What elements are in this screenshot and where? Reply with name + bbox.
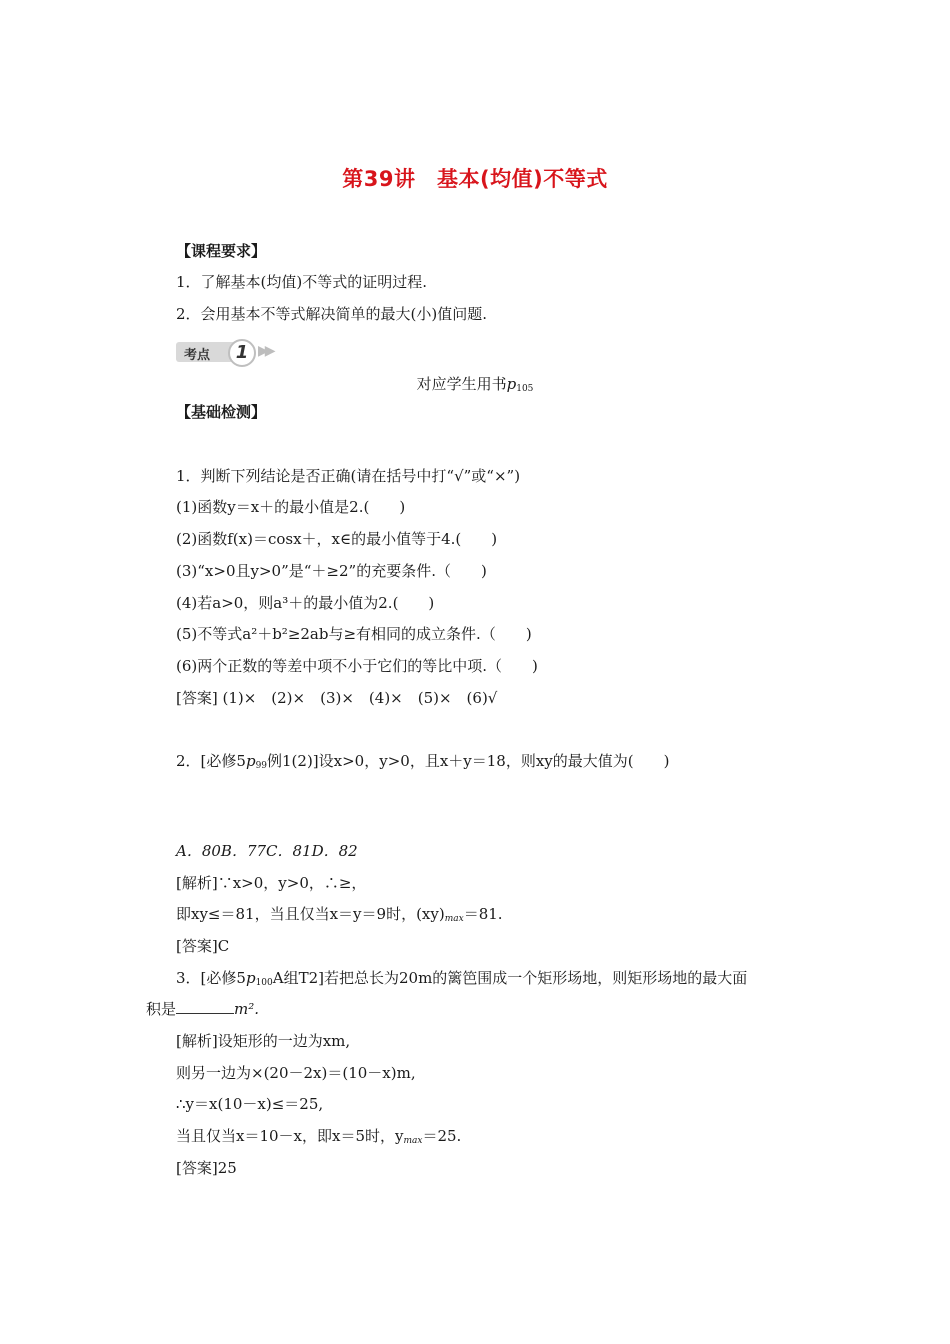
q1-item-6: (6)两个正数的等差中项不小于它们的等比中项.（ ) [176,657,538,675]
q3-analysis-1: [解析]设矩形的一边为xm, [176,1032,351,1050]
q1-item-3: (3)“x>0且y>0”是“＋≥2”的充要条件.（ ) [176,562,487,580]
q1-answer: [答案] (1)× (2)× (3)× (4)× (5)× (6)√ [176,689,498,707]
q3-stem-post: A组T2]若把总长为20m的篱笆围成一个矩形场地，则矩形场地的最大面 [272,969,748,987]
q2-page-num: 99 [255,761,268,771]
answer-blank [176,999,234,1014]
basic-check-heading: 【基础检测】 [176,403,267,421]
q3-stem-line-2 [146,999,259,1019]
q2-stem-pre: 2．[必修5 [176,752,246,770]
q2-analysis-2 [176,904,503,929]
q1-item-1: (1)函数y＝x＋的最小值是2.( ) [176,498,406,516]
q2-options: A．80B．77C．81D．82 [176,842,358,860]
requirement-item-2: 2．会用基本不等式解决简单的最大(小)值问题. [176,305,488,323]
q3-analysis-4-post: ＝25. [422,1127,462,1145]
q1-item-5: (5)不等式a²＋b²≥2ab与≥有相同的成立条件.（ ) [176,625,532,643]
q3-stem [176,968,747,993]
q3-page-prefix: p [245,969,256,987]
q3-analysis-4-pre: 当且仅当x＝10－x，即x＝5时，y [176,1127,404,1145]
q2-analysis-2-post: ＝81. [463,905,503,923]
course-requirements-heading: 【课程要求】 [176,242,267,260]
q3-analysis-2: 则另一边为×(20－2x)＝(10－x)m, [176,1064,416,1082]
q2-analysis-1: [解析]∵x>0，y>0，∴≥， [176,874,367,892]
q2-page-prefix: p [245,752,256,770]
q3-stem-line2-post: m². [234,1000,260,1018]
kaodian-number: 1 [228,339,256,367]
q1-stem: 1．判断下列结论是否正确(请在括号中打“√”或“×”) [176,467,521,485]
double-arrow-icon: ▶▶ [258,343,272,359]
q3-stem-line2-pre: 积是 [146,1000,177,1018]
page-title: 第39讲 基本(均值)不等式 [342,167,608,191]
reference-text: 对应学生用书 [416,375,507,393]
q3-page-num: 100 [255,978,273,988]
student-book-reference [0,374,950,399]
q2-analysis-2-pre: 即xy≤＝81，当且仅当x＝y＝9时，(xy) [176,905,445,923]
q2-answer: [答案]C [176,937,230,955]
q2-analysis-2-sub: max [444,914,464,924]
q3-answer: [答案]25 [176,1159,237,1177]
kaodian-badge [176,339,288,365]
kaodian-label: 考点 [184,348,211,363]
q3-stem-pre: 3．[必修5 [176,969,246,987]
q3-analysis-4 [176,1126,461,1151]
reference-page-num: 105 [516,384,534,394]
q3-analysis-3: ∴y＝x(10－x)≤＝25, [176,1095,324,1113]
requirement-item-1: 1．了解基本(均值)不等式的证明过程. [176,273,428,291]
q2-stem [176,751,669,776]
q2-stem-post: 例1(2)]设x>0，y>0，且x＋y＝18，则xy的最大值为( ) [267,752,670,770]
reference-page-prefix: p [506,375,517,393]
q1-item-2: (2)函数f(x)＝cosx＋，x∈的最小值等于4.( ) [176,530,498,548]
q1-item-4: (4)若a>0，则a³＋的最小值为2.( ) [176,594,435,612]
q3-analysis-4-sub: max [403,1136,423,1146]
